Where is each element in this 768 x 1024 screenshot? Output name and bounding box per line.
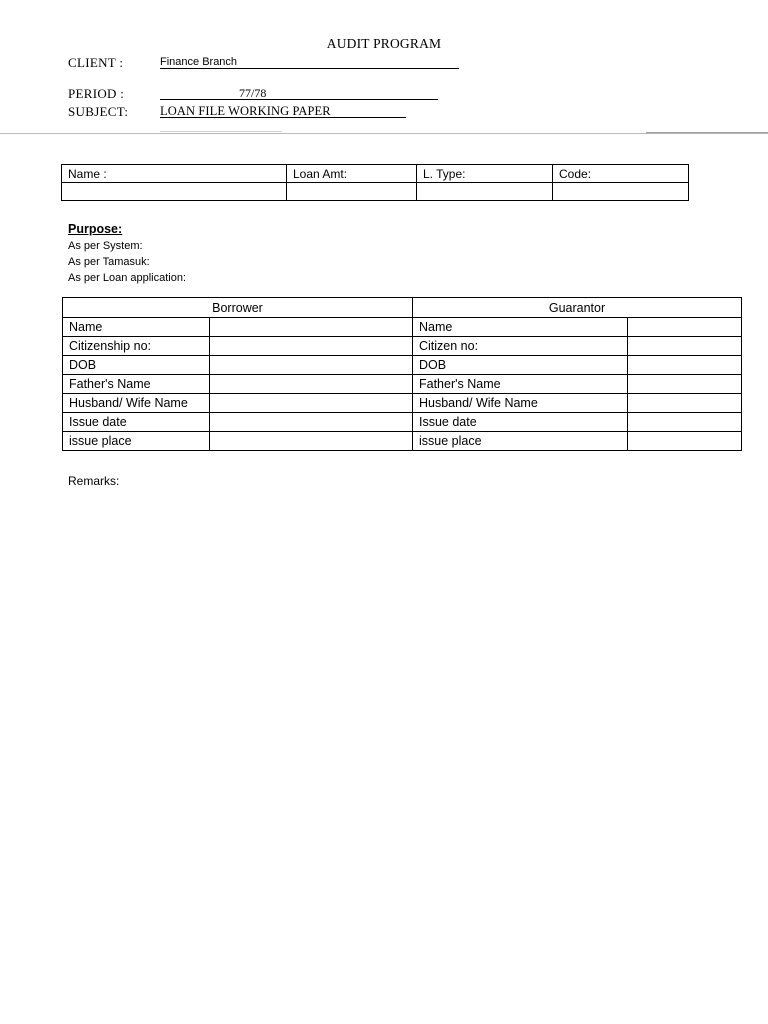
- party-header-row: [63, 298, 742, 318]
- table-row: [63, 413, 742, 432]
- loan-info-table: [61, 164, 689, 201]
- borrower-header: Borrower: [63, 298, 413, 318]
- borrower-citizenship-value[interactable]: [210, 337, 413, 356]
- header-separator-accent: [160, 131, 282, 132]
- borrower-citizenship-label: Citizenship no:: [63, 337, 210, 356]
- subject-value: LOAN FILE WORKING PAPER: [160, 104, 331, 118]
- borrower-issue-place-label: issue place: [63, 432, 210, 451]
- loan-type-value-cell[interactable]: [417, 183, 553, 201]
- borrower-spouse-name-label: Husband/ Wife Name: [63, 394, 210, 413]
- borrower-issue-date-label: Issue date: [63, 413, 210, 432]
- guarantor-citizen-value[interactable]: [628, 337, 742, 356]
- table-row: [63, 318, 742, 337]
- client-value: Finance Branch: [160, 56, 238, 68]
- guarantor-spouse-name-value[interactable]: [628, 394, 742, 413]
- guarantor-issue-place-label: issue place: [413, 432, 628, 451]
- loan-type-header-cell: L. Type:: [417, 165, 553, 183]
- guarantor-name-label: Name: [413, 318, 628, 337]
- borrower-father-name-label: Father's Name: [63, 375, 210, 394]
- period-label: PERIOD :: [68, 86, 125, 101]
- borrower-name-label: Name: [63, 318, 210, 337]
- borrower-issue-place-value[interactable]: [210, 432, 413, 451]
- table-row: [63, 375, 742, 394]
- borrower-father-name-value[interactable]: [210, 375, 413, 394]
- period-underline: [160, 99, 438, 100]
- loan-amt-value-cell[interactable]: [287, 183, 417, 201]
- guarantor-header: Guarantor: [413, 298, 742, 318]
- guarantor-dob-value[interactable]: [628, 356, 742, 375]
- loan-info-value-row: [62, 183, 689, 201]
- borrower-spouse-name-value[interactable]: [210, 394, 413, 413]
- borrower-dob-value[interactable]: [210, 356, 413, 375]
- guarantor-citizen-label: Citizen no:: [413, 337, 628, 356]
- client-label: CLIENT :: [68, 55, 124, 70]
- table-row: [63, 337, 742, 356]
- borrower-guarantor-table: [62, 297, 742, 451]
- guarantor-issue-date-value[interactable]: [628, 413, 742, 432]
- purpose-system-line: As per System:: [68, 240, 143, 252]
- name-value-cell[interactable]: [62, 183, 287, 201]
- guarantor-father-name-label: Father's Name: [413, 375, 628, 394]
- purpose-loan-application-line: As per Loan application:: [68, 272, 187, 284]
- guarantor-spouse-name-label: Husband/ Wife Name: [413, 394, 628, 413]
- subject-label: SUBJECT:: [68, 104, 129, 119]
- client-underline: [160, 68, 459, 69]
- guarantor-issue-date-label: Issue date: [413, 413, 628, 432]
- code-value-cell[interactable]: [553, 183, 689, 201]
- guarantor-issue-place-value[interactable]: [628, 432, 742, 451]
- code-header-cell: Code:: [553, 165, 689, 183]
- document-title: AUDIT PROGRAM: [326, 36, 442, 51]
- header-separator: [0, 133, 768, 134]
- borrower-dob-label: DOB: [63, 356, 210, 375]
- guarantor-name-value[interactable]: [628, 318, 742, 337]
- name-header-cell: Name :: [62, 165, 287, 183]
- guarantor-father-name-value[interactable]: [628, 375, 742, 394]
- guarantor-dob-label: DOB: [413, 356, 628, 375]
- loan-info-header-row: [62, 165, 689, 183]
- table-row: [63, 356, 742, 375]
- period-value: 77/78: [239, 86, 267, 100]
- header-separator-right: [646, 132, 768, 133]
- purpose-tamasuk-line: As per Tamasuk:: [68, 256, 150, 268]
- borrower-name-value[interactable]: [210, 318, 413, 337]
- borrower-issue-date-value[interactable]: [210, 413, 413, 432]
- loan-amt-header-cell: Loan Amt:: [287, 165, 417, 183]
- table-row: [63, 394, 742, 413]
- remarks-label: Remarks:: [68, 474, 120, 488]
- purpose-heading: Purpose:: [68, 222, 123, 236]
- subject-underline: [160, 117, 406, 118]
- table-row: [63, 432, 742, 451]
